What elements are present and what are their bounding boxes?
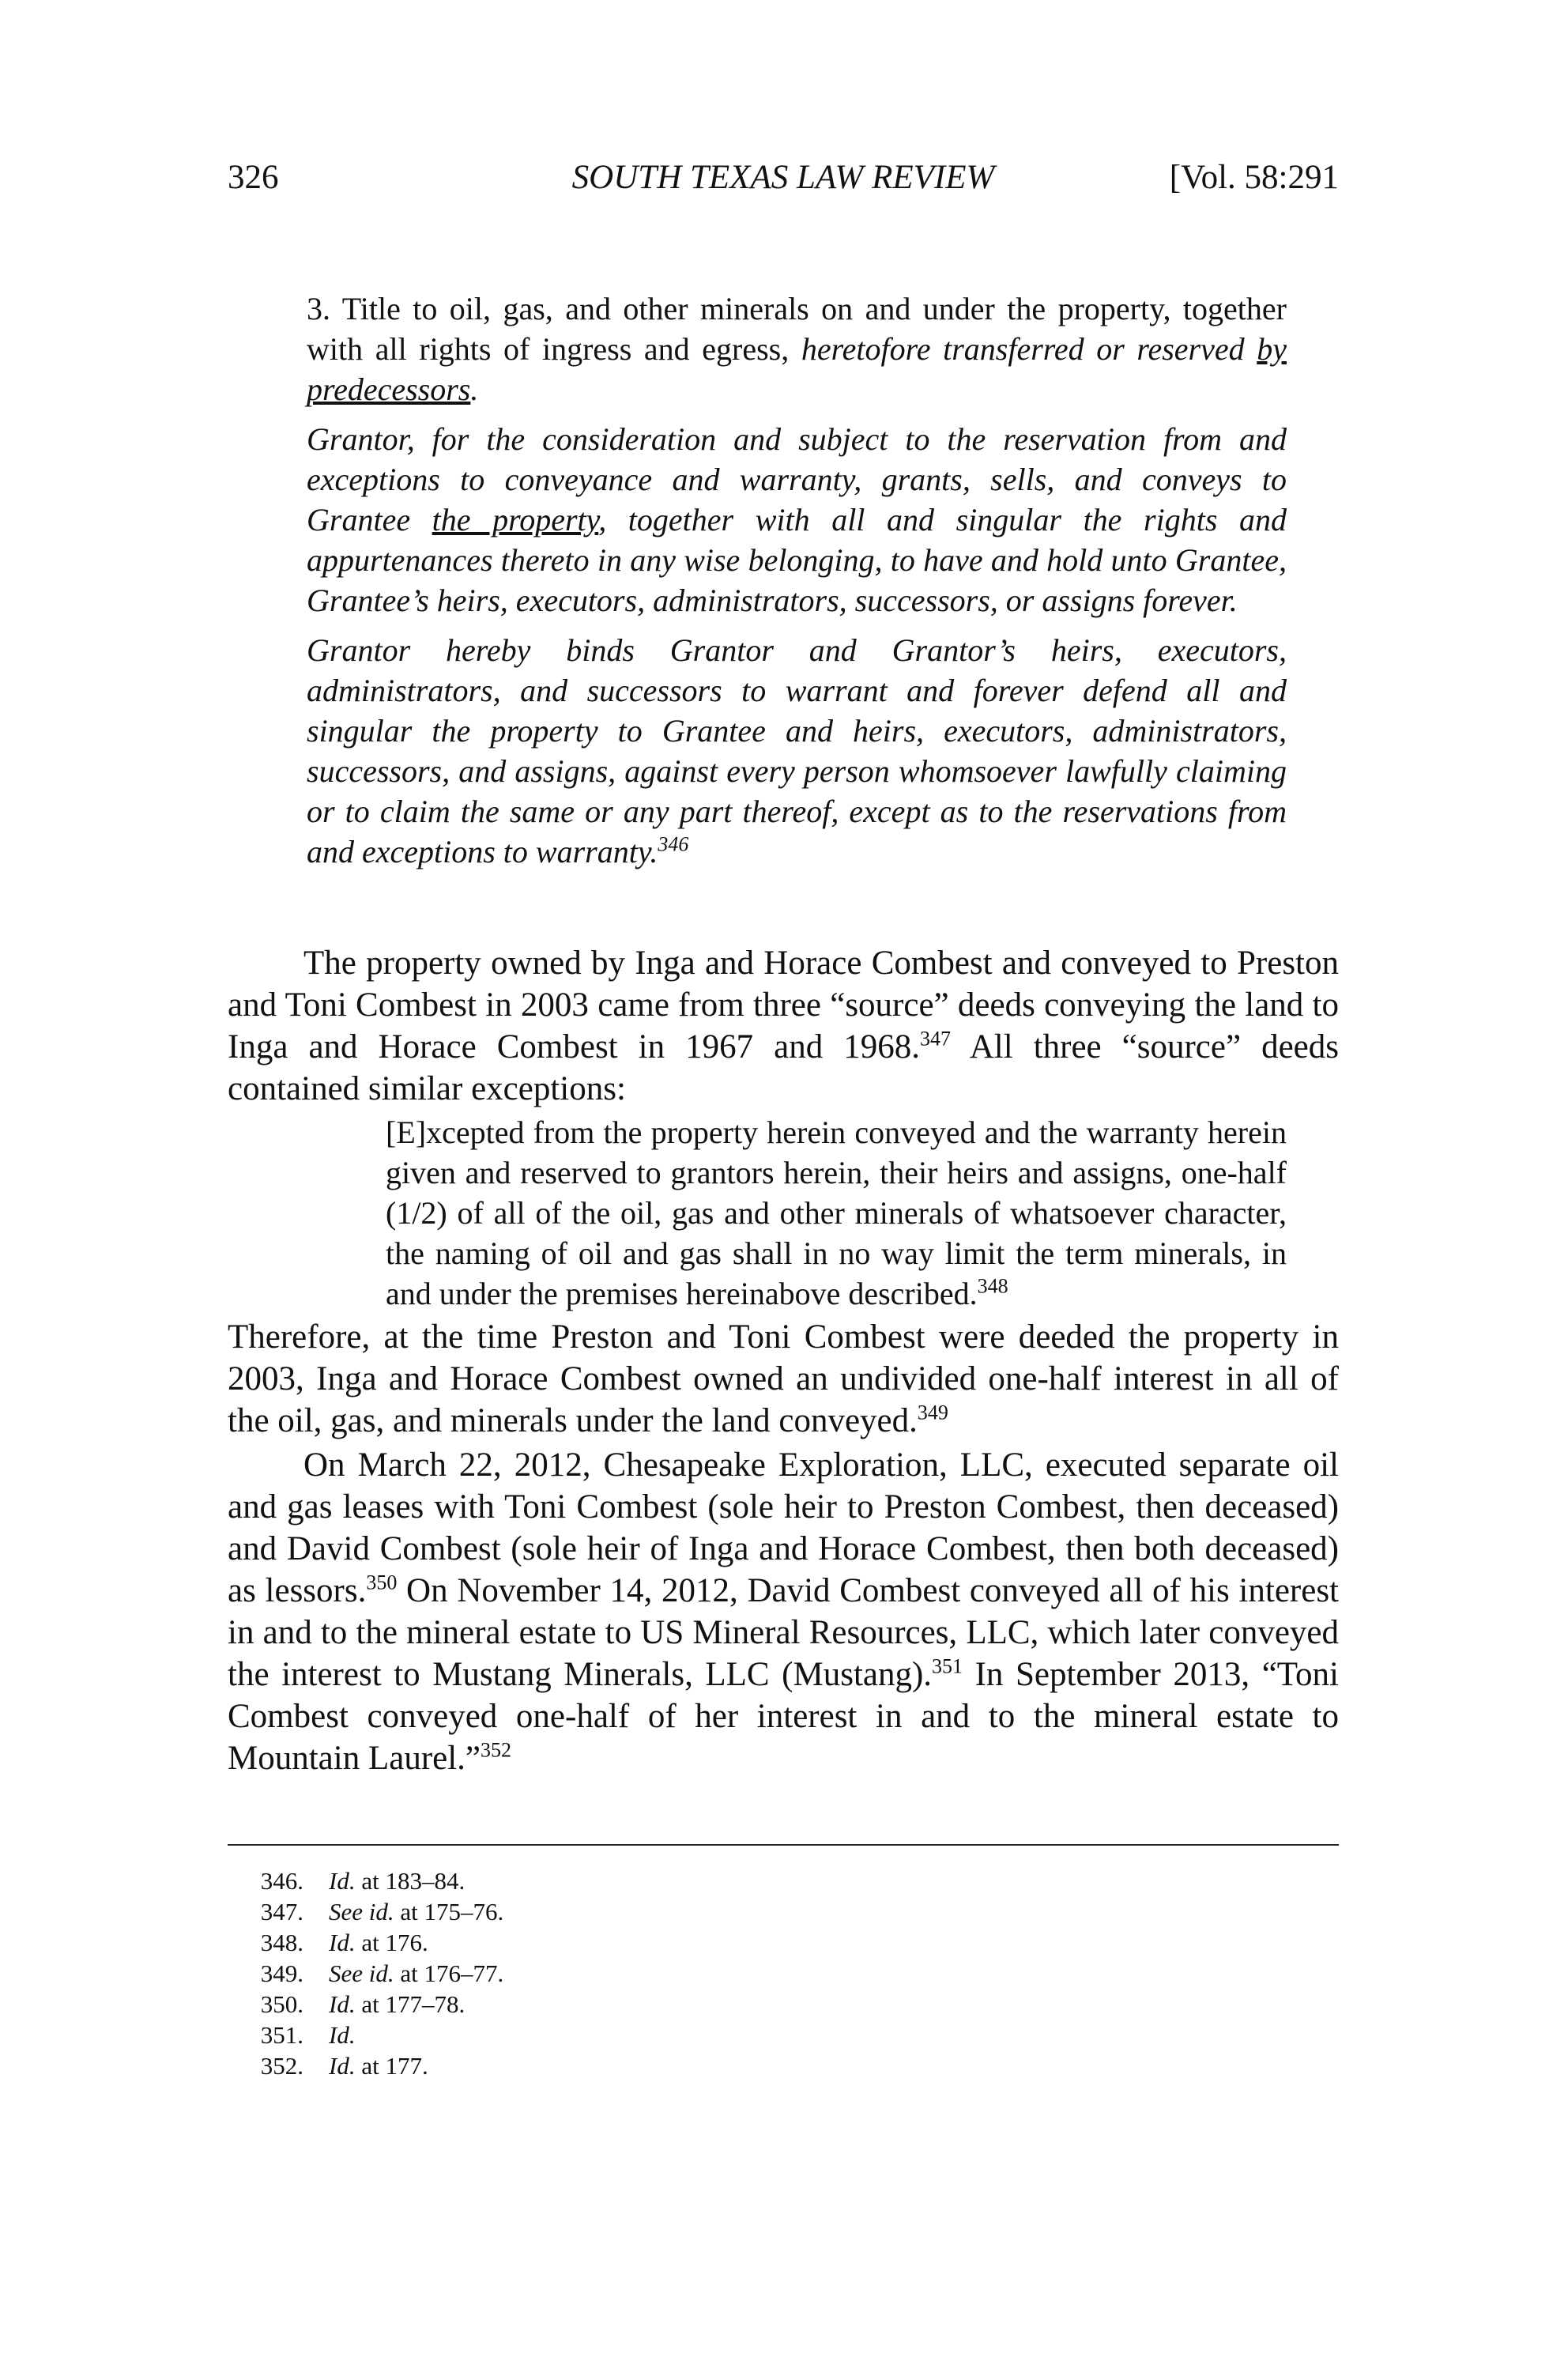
footnote: 348. Id. at 176.	[260, 1929, 428, 1956]
paragraph-source-deeds: The property owned by Inga and Horace Combest and conveyed to Preston and Toni Combest in 2003 came from three “source” deeds conveying the land to Inga and Horace Combest in 1967 and 1968.$^{347}$ All three “source” deeds contained similar exceptions:	[228, 945, 1339, 1107]
quote-item-3: 3. Title to oil, gas, and other minerals on and under the property, together with all rights of ingress and egress, heretofore transferred or reserved by predecessors.	[307, 291, 1287, 407]
journal-title: SOUTH TEXAS LAW REVIEW	[571, 159, 995, 196]
volume-citation: [Vol. 58:291	[1169, 159, 1339, 196]
footnote-ref[interactable]: 348	[977, 1274, 1008, 1298]
footnote-ref[interactable]: 346	[658, 832, 689, 856]
footnote-ref[interactable]: 352	[481, 1738, 512, 1762]
footnote-ref[interactable]: 347	[920, 1027, 952, 1050]
footnote: 350. Id. at 177–78.	[260, 1990, 466, 2018]
footnote-divider	[228, 1844, 1339, 1846]
footnote-ref[interactable]: 351	[932, 1654, 963, 1678]
block-quote-deed	[307, 289, 1287, 872]
footnote: 351. Id.	[260, 2021, 356, 2049]
footnote-ref[interactable]: 349	[917, 1401, 948, 1424]
footnote: 352. Id. at 177.	[260, 2052, 428, 2080]
quote-granting-clause: Grantor, for the consideration and subject to the reservation from and exceptions to conveyance and warranty, grants, sells, and conveys to Grantee the property, together with all and singular the rights and appurtenances thereto in any wise belonging, to have and hold unto Grantee, Grantee’s heirs, executors, administrators, successors, or assigns forever.	[307, 421, 1287, 618]
paragraph-ownership: Therefore, at the time Preston and Toni Combest were deeded the property in 2003, Inga and Horace Combest owned an undivided one-half interest in all of the oil, gas, and minerals under the land conveyed.$^{349}$	[228, 1318, 1339, 1439]
page-number: 326	[228, 159, 279, 196]
footnote: 347. See id. at 175–76.	[260, 1898, 504, 1925]
block-quote-exception: [E]xcepted from the property herein conveyed and the warranty herein given and reserved to grantors herein, their heirs and assigns, one-half (1/2) of all of the oil, gas and other minerals of whatsoever character, the naming of oil and gas shall in no way limit the term minerals, in and under the premises hereinabove described.$^{348}$	[386, 1114, 1287, 1311]
footnote: 346. Id. at 183–84.	[260, 1867, 466, 1895]
footnote-ref[interactable]: 350	[366, 1571, 398, 1594]
footnote: 349. See id. at 176–77.	[260, 1959, 504, 1987]
footnotes	[228, 1865, 1339, 2081]
quote-warranty-clause: Grantor hereby binds Grantor and Grantor’s heirs, executors, administrators, and successors to warrant and forever defend all and singular the property to Grantee and heirs, executors, administrators, successors, and assigns, against every person whomsoever lawfully claiming or to claim the same or any part thereof, except as to the reservations from and exceptions to warranty.$^{346}$	[307, 632, 1287, 869]
paragraph-leases: On March 22, 2012, Chesapeake Exploration, LLC, executed separate oil and gas leases with Toni Combest (sole heir to Preston Combest, then deceased) and David Combest (sole heir of Inga and Horace Combest, then both deceased) as lessors.$^{350}$ On November 14, 2012, David Combest conveyed all of his interest in and to the mineral estate to US Mineral Resources, LLC, which later conveyed the interest to Mustang Minerals, LLC (Mustang).$^{351}$ In September 2013, “Toni Combest conveyed one-half of her interest in and to the mineral estate to Mountain Laurel.”$^{352}$	[228, 1446, 1340, 1777]
running-header	[228, 158, 1339, 206]
